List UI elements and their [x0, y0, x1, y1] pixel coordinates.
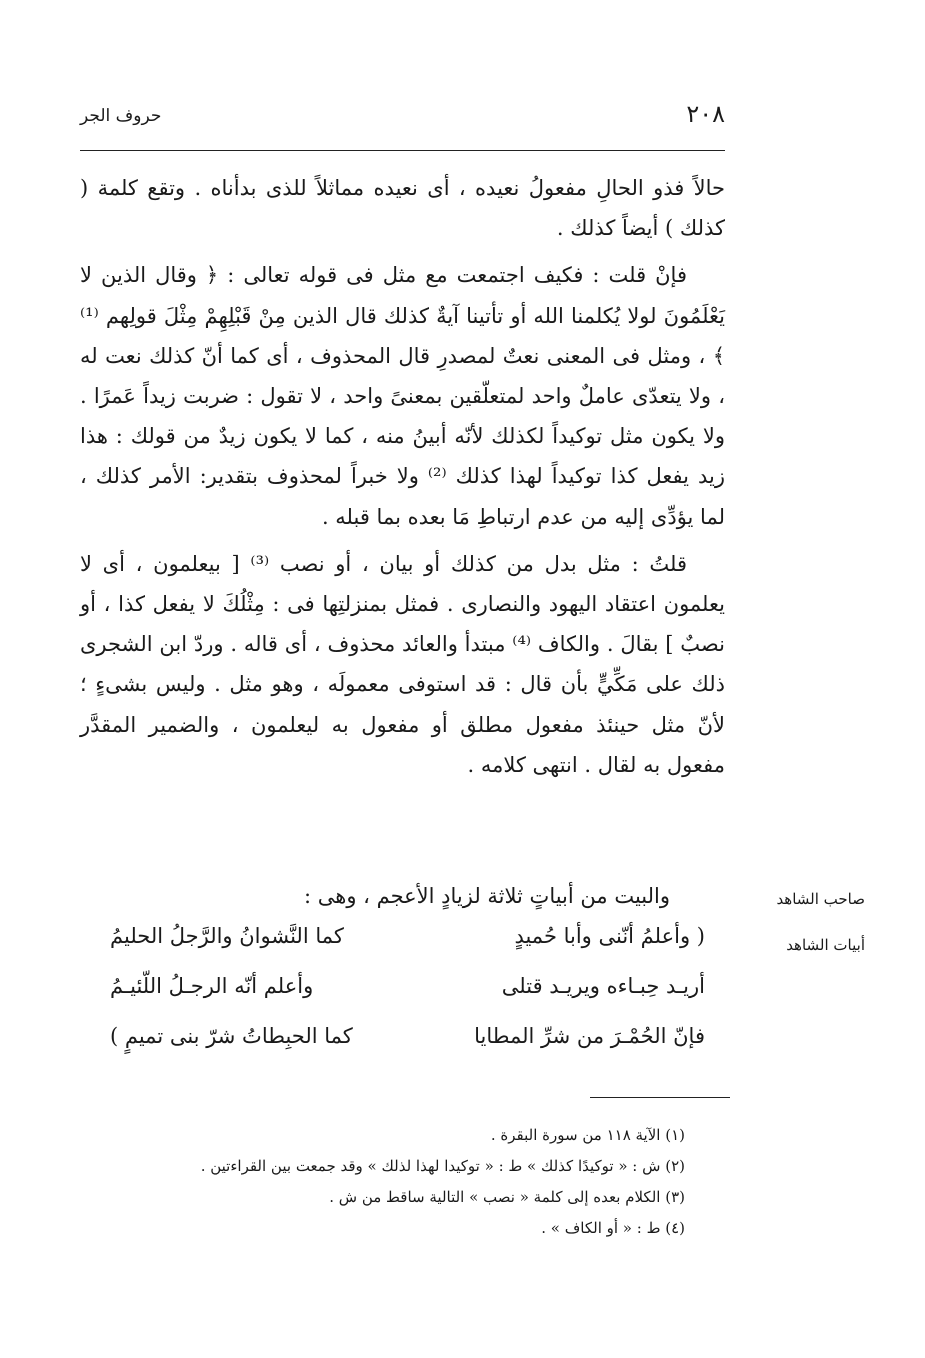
running-title: حروف الجر [80, 106, 162, 126]
poem-verses [110, 924, 705, 1074]
footnote: (٢) ش : « توكيدًا كذلك » ط : « توكيدا لهذا لذلك » وقد جمعت بين القراءتين . [200, 1157, 685, 1175]
poem-intro: والبيت من أبياتٍ ثلاثة لزيادٍ الأعجم ، وهى : [304, 884, 670, 908]
page-number: ٢٠٨ [686, 100, 725, 128]
footnotes [120, 1120, 685, 1244]
paragraph: فإنْ قلت : فكيف اجتمعت مع مثل فى قوله تعالى : ﴿ وقال الذين لا يَعْلَمُونَ لولا يُكلمنا الله أو تأتينا آيةٌ كذلك قال الذين مِنْ قَبْلِهِمْ مِثْلَ قولِهم ⁽¹⁾ ﴾ ، ومثل فى المعنى نعتٌ لمصدرِ قال المحذوف ، أى كما أنّ كذلك نعت له ، ولا يتعدّى عاملٌ واحد لمتعلّقين بمعنىً واحد ، لا تقول : ضربت زيداً عَمرًا . ولا يكون مثل توكيداً لكذلك لأنّه أبينُ منه ، كما لا يكون زيدٌ من قولك : هذا زيد يفعل كذا توكيداً لهذا كذلك ⁽²⁾ ولا خبراً لمحذوف بتقدير: الأمر كذلك ، لما يؤدِّى إليه من عدم ارتباطِ مَا بعده بما قبله . [80, 263, 726, 529]
header-rule [80, 150, 725, 151]
verse-line [110, 924, 705, 974]
footnote-rule [590, 1097, 730, 1098]
verse-second-hemistich: كما النَّشوانُ والرَّجلُ الحليمُ [110, 924, 344, 948]
main-text [80, 168, 725, 785]
verse-first-hemistich: فإنّ الحُمْـرَ من شرِّ المطايا [474, 1024, 705, 1048]
page-header [80, 100, 725, 140]
verse-second-hemistich: وأعلم أنّه الرجـلُ اللّئيـمُ [110, 974, 314, 998]
verse-line [110, 1024, 705, 1074]
footnote: (١) الآية ١١٨ من سورة البقرة . [490, 1126, 685, 1144]
paragraph: حالاً فذو الحالِ مفعولُ نعيده ، أى نعيده مماثلاً للذى بدأناه . وتقع كلمة ( كذلك ) أيضاً كذلك . [80, 176, 725, 241]
margin-note-author: صاحب الشاهد [776, 890, 865, 908]
footnote: (٤) ط : « أو الكاف » . [541, 1219, 685, 1237]
verse-first-hemistich: أريـد حِبـاءه ويريـد قتلى [501, 974, 705, 998]
margin-note-verses: أبيات الشاهد [786, 936, 865, 954]
footnote: (٣) الكلام بعده إلى كلمة « نصب » التالية ساقط من ش . [329, 1188, 685, 1206]
verse-first-hemistich: ( وأعلمُ أنّنى وأبا حُميدٍ [514, 924, 705, 948]
verse-line [110, 974, 705, 1024]
paragraph: قلتُ : مثل بدل من كذلك أو بيان ، أو نصب ⁽³⁾ [ بيعلمون ، أى لا يعلمون اعتقاد اليهود والنصارى . فمثل بمنزلتِها فى : مِثْلُكَ لا يفعل كذا ، أو نصبٌ ] بقالَ . والكاف ⁽⁴⁾ مبتدأ والعائد محذوف ، أى قاله . وردّ ابن الشجرى ذلك على مَكِّيٍّ بأن قال : قد استوفى معمولَه ، وهو مثل . وليس بشىءٍ ؛ لأنّ مثل حينئذ مفعول مطلق أو مفعول به ليعلمون ، والضمير المقدَّر مفعول به لقال . انتهى كلامه . [80, 551, 725, 777]
verse-second-hemistich: كما الحبِطاتُ شرّ بنى تميمٍ ) [110, 1024, 353, 1048]
